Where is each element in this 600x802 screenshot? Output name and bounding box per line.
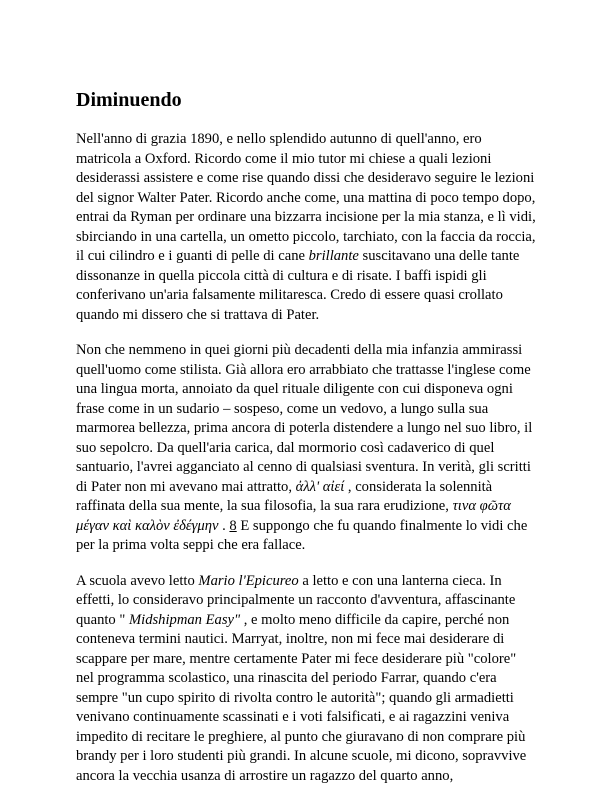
paragraph-3 xyxy=(76,572,536,787)
paragraph-1-text-b: suscitavano una delle tante dissonanze in quella piccola città di cultura e di risate. I baffi ispidi gli conferivano un'aria falsamente militaresca. Credo di essere quasi crollato quando mi dissero che si trattava di Pater. xyxy=(76,248,520,323)
document-page xyxy=(76,88,536,802)
paragraph-1-text-a: Nell'anno di grazia 1890, e nello splendido autunno di quell'anno, ero matricola a Oxford. Ricordo come il mio tutor mi chiese a quali lezioni desiderassi assistere e come rise quando dissi che desideravo seguire le lezioni del signor Walter Pater. Ricordo anche come, una mattina di poco tempo dopo, entrai da Ryman per ordinare una bizzarra incisione per la mia stanza, e lì vidi, sbirciando in una cartella, un ometto piccolo, tarchiato, con la faccia da roccia, il cui cilindro e i guanti di pelle di cane xyxy=(76,131,536,264)
paragraph-3-italic-2: Midshipman Easy" xyxy=(128,611,241,628)
footnote-link[interactable]: 8 xyxy=(229,517,237,534)
paragraph-3-text-a: A scuola avevo letto xyxy=(76,572,199,589)
paragraph-2 xyxy=(76,341,536,556)
paragraph-3-italic-1: Mario l'Epicureo xyxy=(198,572,299,589)
paragraph-2-greek-2: τινα φῶτα μέγαν καὶ καλὸν ἐδέγμην xyxy=(76,498,511,534)
paragraph-1-italic: brillante xyxy=(308,248,359,264)
paragraph-2-text-c: . xyxy=(218,517,230,534)
paragraph-3-text-b: a letto e con una lanterna cieca. In effetti, lo consideravo principalmente un racconto d'avventura, affascinante quanto " xyxy=(76,572,516,628)
paragraph-2-text-a: Non che nemmeno in quei giorni più decadenti della mia infanzia ammirassi quell'uomo come stilista. Già allora ero arrabbiato che trattasse l'inglese come una lingua morta, annoiato da quel rituale diligente con cui disponeva ogni frase come in un sudario – sospeso, come un vedovo, a lungo sulla sua marmorea bellezza, prima ancora di poterla distendere a lungo nel suo libro, il suo sepolcro. Da quell'aria carica, dal mormorio così cadaverico di quel santuario, l'avrei agganciato al cenno di qualsiasi sventura. In verità, gli scritti di Pater non mi avevano mai attratto, xyxy=(76,342,533,495)
paragraph-3-text-c: , e molto meno difficile da capire, perché non conteneva termini nautici. Marryat, inoltre, non mi fece mai desiderare di scappare per mare, mentre certamente Pater mi fece desiderare più "colore" nel programma scolastico, una rinascita del periodo Farrar, quando c'era sempre "un cupo spirito di rivolta contro le autorità"; quando gli armadietti venivano continuamente scassinati e i voti falsificati, e ai ragazzini veniva impedito di recitare le preghiere, al punto che giuravano di non comprare più brandy per i loro studenti più grandi. In alcune scuole, mi dicono, sopravvive ancora la vecchia usanza di arrostire un ragazzo del quarto anno, xyxy=(76,611,527,784)
page-title: Diminuendo xyxy=(76,89,182,111)
paragraph-2-greek-1: ἀλλ' αἰεί xyxy=(295,478,345,495)
paragraph-2-text-d: E suppongo che fu quando finalmente lo vidi che per la prima volta seppi che era fallace. xyxy=(76,517,528,553)
paragraph-2-text-b: , considerata la solennità raffinata della sua mente, la sua filosofia, la sua rara erudizione, xyxy=(76,478,493,514)
paragraph-1 xyxy=(76,130,536,325)
